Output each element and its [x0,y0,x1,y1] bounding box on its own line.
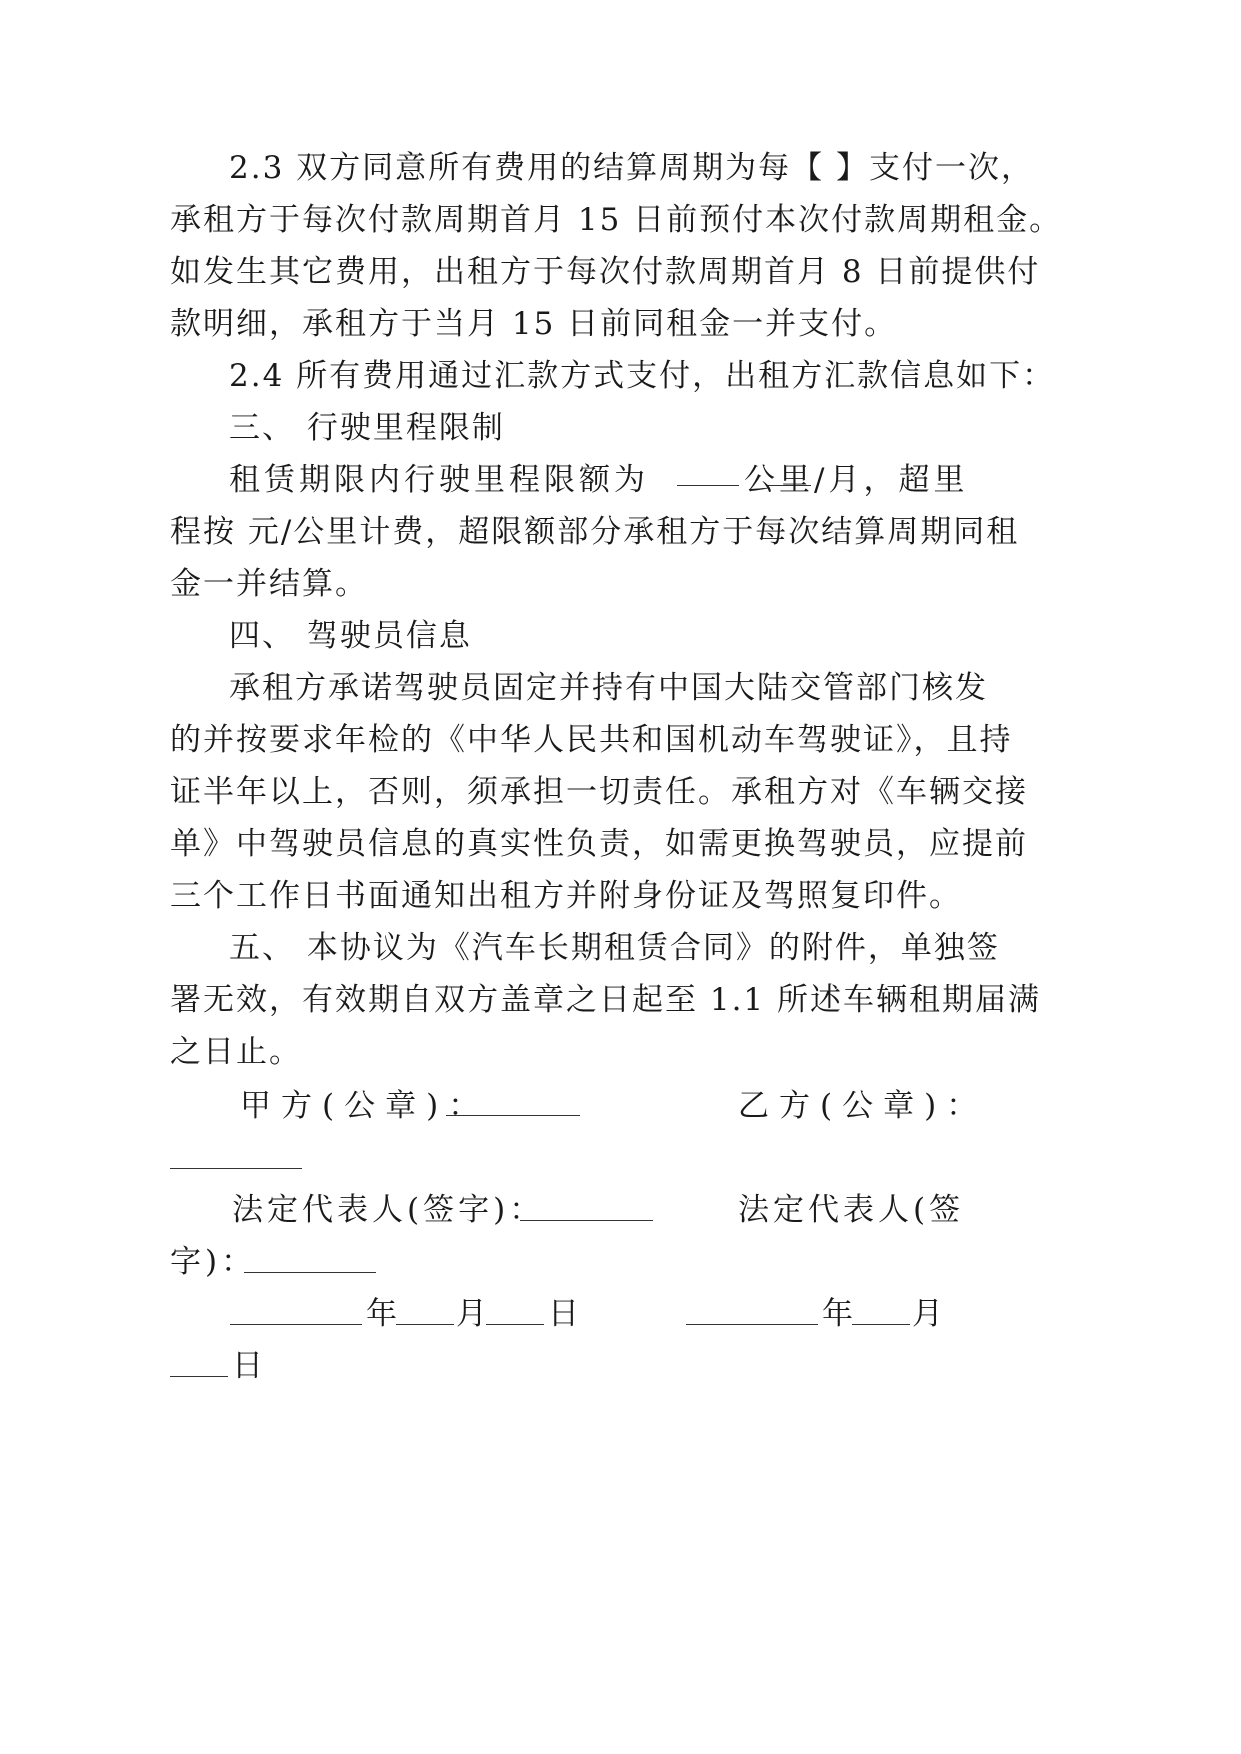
party-b-day-blank[interactable] [170,1375,228,1377]
driver-info-line-1: 承租方承诺驾驶员固定并持有中国大陆交管部门核发 [229,670,988,706]
party-a-year-blank[interactable] [230,1323,362,1325]
driver-info-line-4: 单》中驾驶员信息的真实性负责，如需更换驾驶员，应提前 [170,826,1028,862]
section-5-line-2: 署无效，有效期自双方盖章之日起至 1.1 所述车辆租期届满 [170,982,1042,1018]
clause-2-3-line-3: 如发生其它费用，出租方于每次付款周期首月 8 日前提供付 [170,254,1041,290]
party-b-day-label: 日 [232,1348,265,1384]
section-3-heading: 三、 行驶里程限制 [229,410,505,446]
party-a-day-label: 日 [548,1296,581,1332]
mileage-blank-1[interactable] [677,484,739,486]
clause-2-3-line-1: 2.3 双方同意所有费用的结算周期为每【 】支付一次， [229,150,1035,186]
party-b-year-label: 年 [822,1296,855,1332]
driver-info-line-5: 三个工作日书面通知出租方并附身份证及驾照复印件。 [170,878,962,914]
party-a-seal-label: 甲方(公章)： [240,1088,490,1124]
party-a-day-blank[interactable] [486,1323,544,1325]
party-a-seal-blank[interactable] [446,1114,580,1116]
party-b-rep-label: 法定代表人(签 [738,1192,965,1228]
party-b-month-label: 月 [912,1296,945,1332]
section-5-line-3: 之日止。 [170,1034,302,1070]
clause-2-3-line-2: 承租方于每次付款周期首月 15 日前预付本次付款周期租金。 [170,202,1063,238]
party-a-rep-blank[interactable] [520,1219,653,1221]
party-b-rep-label-cont: 字)： [170,1244,257,1280]
party-a-month-blank[interactable] [396,1323,454,1325]
clause-2-3-line-4: 款明细，承租方于当月 15 日前同租金一并支付。 [170,306,898,342]
mileage-limit-text: 租赁期限内行驶里程限额为 [229,462,649,498]
party-b-seal-blank[interactable] [170,1167,302,1169]
party-a-month-label: 月 [456,1296,489,1332]
driver-info-line-3: 证半年以上，否则，须承担一切责任。承租方对《车辆交接 [170,774,1028,810]
mileage-limit-line-1 [229,460,811,500]
mileage-limit-line-2: 程按 元/公里计费，超限额部分承租方于每次结算周期同租 [170,514,1020,550]
party-b-year-blank[interactable] [686,1323,818,1325]
party-b-rep-blank[interactable] [244,1271,376,1273]
mileage-limit-line-3: 金一并结算。 [170,566,368,602]
mileage-unit-text: 公里/月，超里 [744,462,969,498]
section-4-heading: 四、 驾驶员信息 [229,618,472,654]
driver-info-line-2: 的并按要求年检的《中华人民共和国机动车驾驶证》，且持 [170,722,1013,758]
party-b-seal-label: 乙方(公章)： [738,1088,988,1124]
party-a-rep-label: 法定代表人(签字)： [232,1192,545,1228]
clause-2-4: 2.4 所有费用通过汇款方式支付，出租方汇款信息如下： [229,358,1056,394]
party-a-year-label: 年 [366,1296,399,1332]
section-5-line-1: 五、 本协议为《汽车长期租赁合同》的附件，单独签 [229,930,1000,966]
party-b-month-blank[interactable] [852,1323,910,1325]
